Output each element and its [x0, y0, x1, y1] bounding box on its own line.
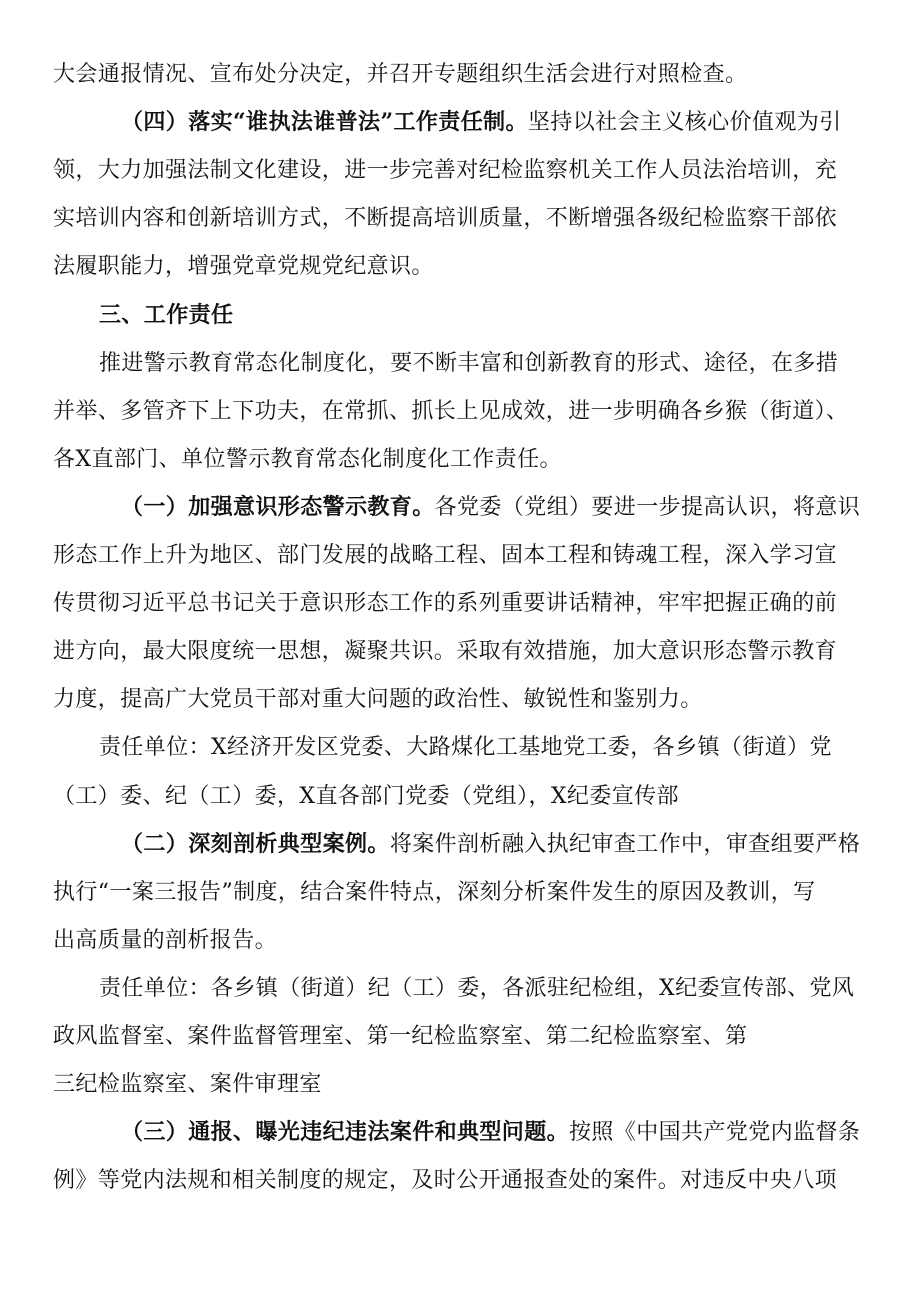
body-text: 实培训内容和创新培训方式，不断提高培训质量，不断增强各级纪检监察干部依 — [53, 206, 838, 232]
text-line — [53, 1060, 322, 1108]
body-text: 法履职能力，增强党章党规党纪意识。 — [53, 254, 434, 280]
text-line — [53, 1156, 837, 1204]
section-heading — [99, 291, 233, 339]
body-text: 例》等党内法规和相关制度的规定，及时公开通报查处的案件。对违反中央八项 — [53, 1168, 838, 1194]
bold-heading: 三、工作责任 — [99, 301, 234, 328]
bold-heading: （三）通报、曝光违纪违法案件和典型问题。 — [121, 1119, 570, 1146]
body-text: 政风监督室、案件监督管理室、第一纪检监察室、第二纪检监察室、第 — [53, 1024, 748, 1049]
text-line — [99, 723, 832, 771]
body-text: 并举、多管齐下上下功夫，在常抓、抓长上见成效，进一步明确各乡猴（街道）、 — [53, 398, 849, 424]
body-text: 责任单位：各乡镇（街道）纪（工）委，各派驻纪检组，X纪委宣传部、党风 — [99, 975, 855, 1001]
text-line — [121, 820, 860, 868]
text-line — [99, 964, 854, 1012]
text-line — [53, 579, 837, 627]
body-text: 执行“一案三报告”制度，结合案件特点，深刻分析案件发生的原因及教训，写 — [53, 879, 816, 905]
text-line — [53, 146, 837, 194]
body-text: 出高质量的剖析报告。 — [53, 927, 278, 953]
text-line — [53, 916, 277, 964]
body-text: 形态工作上升为地区、部门发展的战略工程、固本工程和铸魂工程，深入学习宣 — [53, 543, 838, 568]
body-text: （工）委、纪（工）委，X直各部门党委（党组），X纪委宣传部 — [53, 783, 679, 809]
text-line — [53, 1012, 747, 1060]
text-line — [53, 242, 434, 290]
text-line — [121, 1108, 860, 1156]
body-text: 各党委（党组）要进一步提高认识，将意识 — [434, 494, 861, 520]
body-text: 各X直部门、单位警示教育常态化制度化工作责任。 — [53, 446, 562, 472]
text-line — [121, 98, 842, 146]
body-text: 大会通报情况、宣布处分决定，并召开专题组织生活会进行对照检查。 — [53, 62, 748, 87]
body-text: 力度，提高广大党员干部对重大问题的政治性、敏锐性和鉴别力。 — [53, 687, 703, 713]
bold-heading: （一）加强意识形态警示教育。 — [121, 493, 435, 520]
bold-heading: （二）深刻剖析典型案例。 — [121, 830, 390, 857]
text-line — [53, 387, 848, 435]
text-line — [53, 50, 747, 98]
body-text: 将案件剖析融入执纪审查工作中，审查组要严格 — [389, 831, 861, 857]
text-line — [53, 435, 562, 483]
text-line — [53, 868, 816, 916]
text-line — [53, 772, 679, 820]
text-line — [121, 483, 860, 531]
text-line — [53, 627, 837, 675]
body-text: 进方向，最大限度统一思想，凝聚共识。采取有效措施，加大意识形态警示教育 — [53, 639, 838, 665]
body-text: 三纪检监察室、案件审理室 — [53, 1072, 322, 1098]
text-line — [99, 339, 838, 387]
text-line — [53, 194, 837, 242]
body-text: 坚持以社会主义核心价值观为引 — [527, 110, 842, 136]
body-text: 责任单位：X经济开发区党委、大路煤化工基地党工委，各乡镇（街道）党 — [99, 735, 832, 761]
body-text: 传贯彻习近平总书记关于意识形态工作的系列重要讲话精神，牢牢把握正确的前 — [53, 591, 838, 617]
text-line — [53, 531, 837, 579]
text-line — [53, 675, 703, 723]
bold-heading: （四）落实“谁执法谁普法”工作责任制。 — [121, 109, 528, 136]
body-text: 按照《中国共产党党内监督条 — [569, 1120, 861, 1146]
body-text: 领，大力加强法制文化建设，进一步完善对纪检监察机关工作人员法治培训，充 — [53, 158, 838, 184]
body-text: 推进警示教育常态化制度化，要不断丰富和创新教育的形式、途径，在多措 — [99, 350, 839, 376]
